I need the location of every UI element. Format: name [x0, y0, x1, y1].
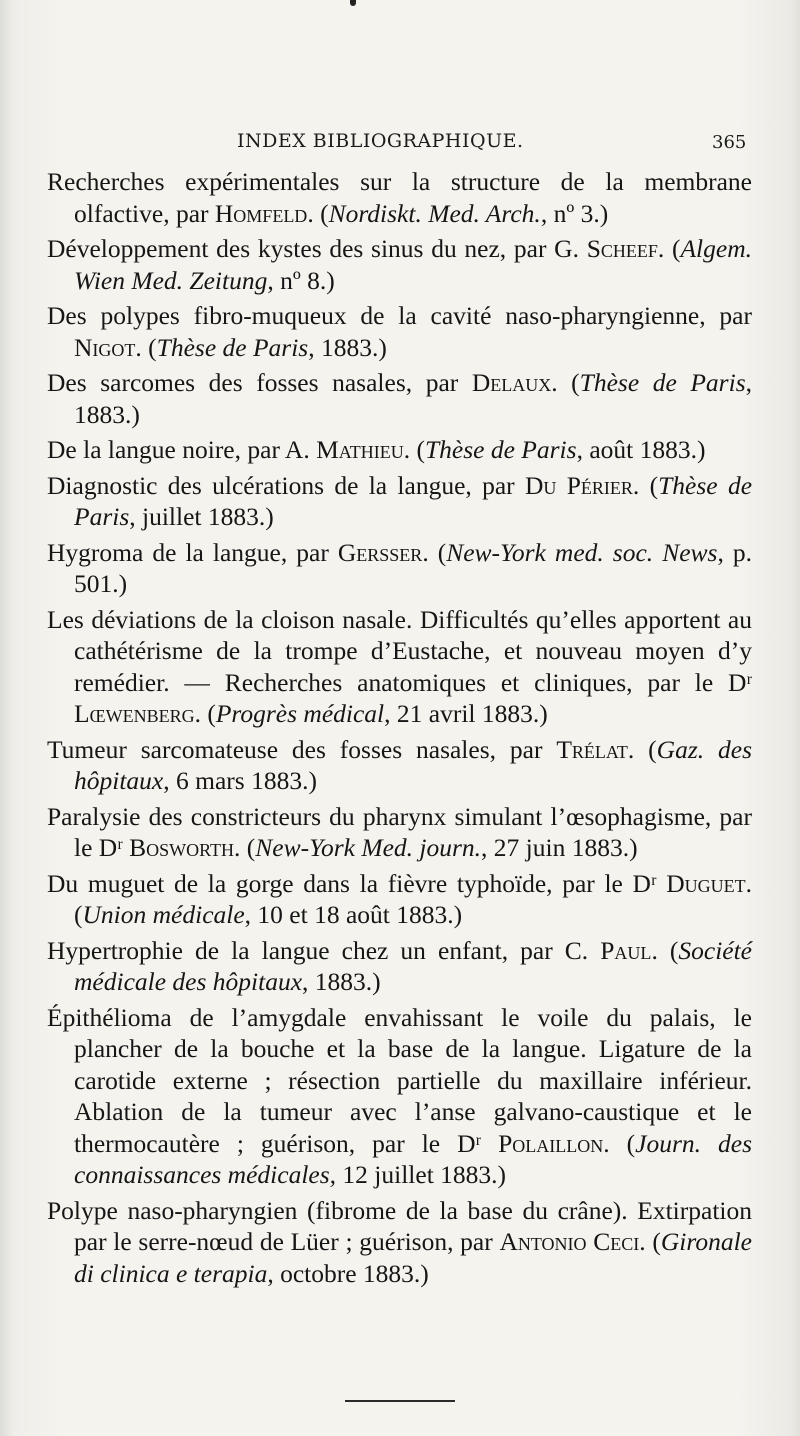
entry-source: Algem. Wien Med. Zeitung [74, 234, 753, 295]
entry-author: Delaux [471, 368, 552, 397]
entry-punct: . ( [194, 699, 216, 728]
entry-text: Épithélioma de l’amygdale envahissant le voile du palais, le plancher de la bouche et la base de la langue. Ligature de la carotide externe ; résection partielle du maxillaire inférieur. Ablation de la tumeur avec l’anse galvano-caustique et le thermocautère ; guérison, par le Dʳ [47, 1002, 752, 1158]
entry-source: Gironale di clinica e terapia [74, 1227, 752, 1288]
bibliography-entry [47, 300, 752, 363]
entry-punct: . ( [422, 537, 447, 567]
entry-source: Journ. des connaissances médicales, [74, 1128, 752, 1189]
bibliography-entry [47, 935, 752, 998]
entry-details: 12 juillet 1883.) [336, 1160, 507, 1189]
entry-text: Hypertrophie de la langue chez un enfant, par C. [47, 935, 601, 965]
entry-details: , nº 3.) [540, 198, 609, 228]
entry-text: Des sarcomes des fosses nasales, par [47, 368, 472, 397]
entry-details: , 21 avril 1883.) [384, 699, 548, 728]
bibliography-entry [47, 734, 752, 797]
entry-details: , juillet 1883.) [129, 502, 274, 531]
entry-author: Scheef [586, 234, 658, 263]
entry-author: Mathieu [316, 435, 404, 464]
entry-source: Thèse de Paris [74, 470, 753, 531]
bibliography-entry [47, 367, 752, 430]
entry-details: , août 1883.) [576, 435, 706, 464]
entry-punct: . ( [307, 198, 329, 228]
entry-source: New-York med. soc. News [446, 537, 718, 567]
bibliography-entry [47, 1195, 752, 1290]
entry-author: Antonio Ceci [499, 1227, 640, 1256]
entry-author: Lœwenberg [74, 699, 195, 728]
entry-punct: . ( [234, 833, 256, 862]
entry-source: Thèse de Paris [579, 368, 746, 397]
entry-punct: . ( [403, 435, 425, 464]
running-title: INDEX BIBLIOGRAPHIQUE. [237, 130, 524, 152]
entry-text: Du muguet de la gorge dans la fièvre typhoïde, par le Dʳ [47, 868, 667, 898]
entry-author: Trélat [556, 734, 628, 764]
entry-text: Recherches expérimentales sur la structure de la membrane olfactive, par [47, 167, 752, 228]
entry-author: Du Périer [525, 470, 633, 500]
bibliography-entry [47, 470, 752, 533]
entry-details: , 27 juin 1883.) [481, 833, 638, 862]
entry-source: New-York Med. journ. [255, 833, 482, 862]
entry-details: , octobre 1883.) [267, 1258, 429, 1288]
entry-text: Polype naso-pharyngien (fibrome de la base du crâne). Extirpation par le serre-nœud de Lüer ; guérison, par [47, 1195, 752, 1256]
entry-text: Développement des kystes des sinus du nez, par G. [47, 234, 587, 263]
entry-details: , nº 8.) [267, 265, 335, 295]
entry-details: , 1883.) [302, 967, 381, 996]
bibliography-entry [47, 537, 752, 600]
entry-text: Paralysie des constricteurs du pharynx simulant l’œsophagisme, par le Dʳ [47, 801, 752, 862]
ink-speck [350, 0, 356, 6]
entry-punct: . ( [74, 868, 752, 929]
bibliography-entry [47, 233, 752, 296]
entry-source: Thèse de Paris [425, 435, 577, 464]
entry-details: , 10 et 18 août 1883.) [244, 900, 463, 929]
bibliography-entry [47, 1002, 752, 1191]
bibliography-list [47, 166, 752, 1293]
entry-source: Société médicale des hôpitaux [74, 935, 752, 996]
page-header [0, 130, 800, 160]
entry-punct: . ( [657, 234, 681, 263]
bibliography-entry [47, 604, 752, 730]
bibliography-entry [47, 166, 752, 229]
entry-source: Progrès médical [215, 699, 385, 728]
bibliography-entry [47, 801, 752, 864]
entry-details: , 1883.) [308, 332, 387, 362]
entry-text: Les déviations de la cloison nasale. Difficultés qu’elles apportent au cathétérisme de la trompe d’Eustache, et nouveau moyen d’y remédier. — Recherches anatomiques et cliniques, par le Dʳ [47, 604, 752, 697]
entry-details: , p. 501.) [74, 537, 753, 598]
entry-source: Union médicale [82, 900, 245, 929]
entry-details: , 6 mars 1883.) [163, 766, 317, 795]
entry-author: Homfeld [214, 198, 308, 228]
entry-details: , 1883.) [74, 368, 752, 429]
entry-punct: . ( [627, 734, 657, 764]
entry-punct: . ( [135, 332, 157, 362]
entry-text: Diagnostic des ulcérations de la langue, par [47, 470, 525, 500]
end-rule [345, 1400, 455, 1402]
entry-text: Des polypes fibro-muqueux de la cavité naso-pharyngienne, par [47, 301, 752, 330]
entry-punct: . ( [651, 935, 679, 965]
entry-author: Polaillon [498, 1128, 604, 1158]
entry-text: Hygroma de la langue, par [47, 537, 338, 567]
entry-punct: . ( [551, 368, 580, 397]
entry-source: Nordiskt. Med. Arch. [328, 198, 541, 228]
entry-author: Gersser [337, 537, 423, 567]
entry-author: Paul [600, 935, 652, 965]
entry-punct: . ( [603, 1128, 636, 1158]
entry-text: De la langue noire, par A. [47, 435, 317, 464]
bibliography-entry [47, 868, 752, 931]
entry-author: Nigot [74, 332, 136, 362]
page-number: 365 [712, 132, 747, 153]
entry-author: Duguet [666, 868, 746, 898]
entry-source: Gaz. des hôpitaux [74, 734, 752, 795]
entry-author: Bosworth [129, 833, 235, 862]
entry-punct: . ( [632, 470, 659, 500]
entry-source: Thèse de Paris [156, 332, 309, 362]
entry-punct: . ( [639, 1227, 661, 1256]
entry-text: Tumeur sarcomateuse des fosses nasales, par [47, 734, 557, 764]
bibliography-entry [47, 434, 752, 466]
